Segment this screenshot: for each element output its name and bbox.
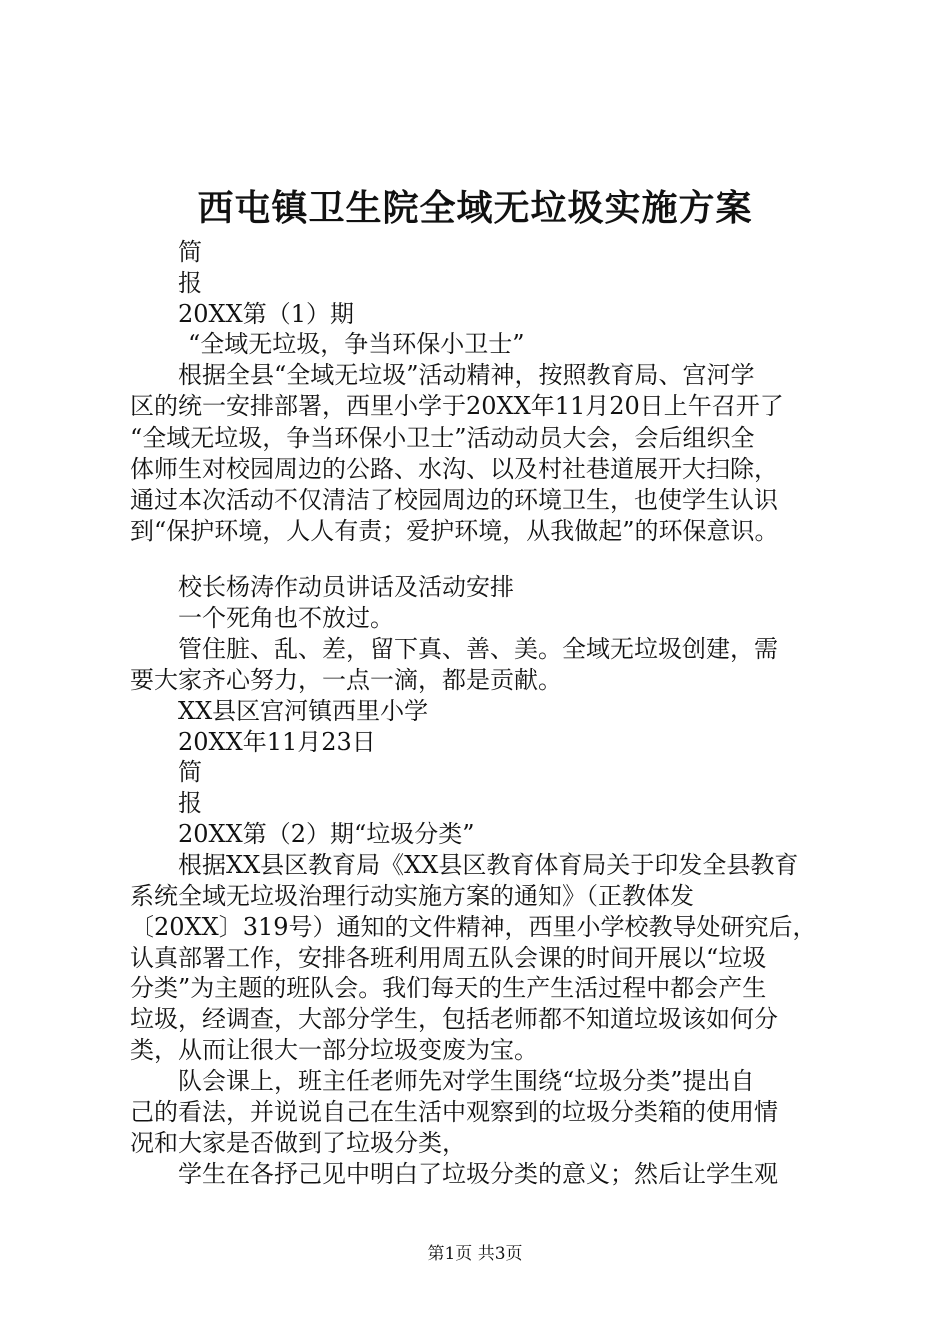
paragraph-line: 区的统一安排部署，西里小学于20XX年11月20日上午召开了 (130, 392, 784, 420)
paragraph-line: “全域无垃圾，争当环保小卫士”活动动员大会，会后组织全 (130, 424, 755, 452)
text-line: 简 (178, 758, 202, 786)
paragraph-line: 己的看法，并说说自己在生活中观察到的垃圾分类箱的使用情 (130, 1098, 778, 1126)
text-line: 报 (178, 269, 202, 297)
paragraph-line: 通过本次活动不仅清洁了校园周边的环境卫生，也使学生认识 (130, 486, 778, 514)
paragraph-line: 队会课上，班主任老师先对学生围绕“垃圾分类”提出自 (178, 1067, 755, 1095)
signature-date: 20XX年11月23日 (178, 728, 376, 756)
issue-heading: 20XX第（1）期 (178, 300, 354, 328)
paragraph-line: 认真部署工作，安排各班利用周五队会课的时间开展以“垃圾 (130, 944, 767, 972)
paragraph-line: 体师生对校园周边的公路、水沟、以及村社巷道展开大扫除， (130, 455, 778, 483)
text-line: 简 (178, 238, 202, 266)
paragraph-line: 根据全县“全域无垃圾”活动精神，按照教育局、宫河学 (178, 361, 755, 389)
paragraph-line: 根据XX县区教育局《XX县区教育体育局关于印发全县教育 (178, 851, 799, 879)
paragraph-line: 到“保护环境，人人有责；爱护环境，从我做起”的环保意识。 (130, 517, 779, 545)
text-line: 校长杨涛作动员讲话及活动安排 (178, 573, 514, 601)
paragraph-line: 〔20XX〕319号）通知的文件精神，西里小学校教导处研究后， (130, 913, 817, 941)
signature-org: XX县区宫河镇西里小学 (178, 697, 429, 725)
paragraph-line: 类，从而让很大一部分垃圾变废为宝。 (130, 1036, 538, 1064)
paragraph-line: 系统全域无垃圾治理行动实施方案的通知》（正教体发 (130, 882, 694, 910)
paragraph-line: 管住脏、乱、差，留下真、善、美。全域无垃圾创建，需 (178, 635, 778, 663)
issue-heading: 20XX第（2）期“垃圾分类” (178, 820, 475, 848)
section-heading: “全域无垃圾，争当环保小卫士” (188, 330, 525, 358)
page-number-footer: 第1页 共3页 (427, 1244, 523, 1264)
paragraph-line: 要大家齐心努力，一点一滴，都是贡献。 (130, 666, 562, 694)
paragraph-line: 分类”为主题的班队会。我们每天的生产生活过程中都会产生 (130, 974, 767, 1002)
text-line: 报 (178, 789, 202, 817)
text-line: 一个死角也不放过。 (178, 604, 394, 632)
paragraph-line: 垃圾，经调查，大部分学生，包括老师都不知道垃圾该如何分 (130, 1005, 778, 1033)
paragraph-line: 学生在各抒己见中明白了垃圾分类的意义；然后让学生观 (178, 1160, 778, 1188)
paragraph-line: 况和大家是否做到了垃圾分类， (130, 1129, 466, 1157)
document-title: 西屯镇卫生院全域无垃圾实施方案 (197, 187, 753, 229)
